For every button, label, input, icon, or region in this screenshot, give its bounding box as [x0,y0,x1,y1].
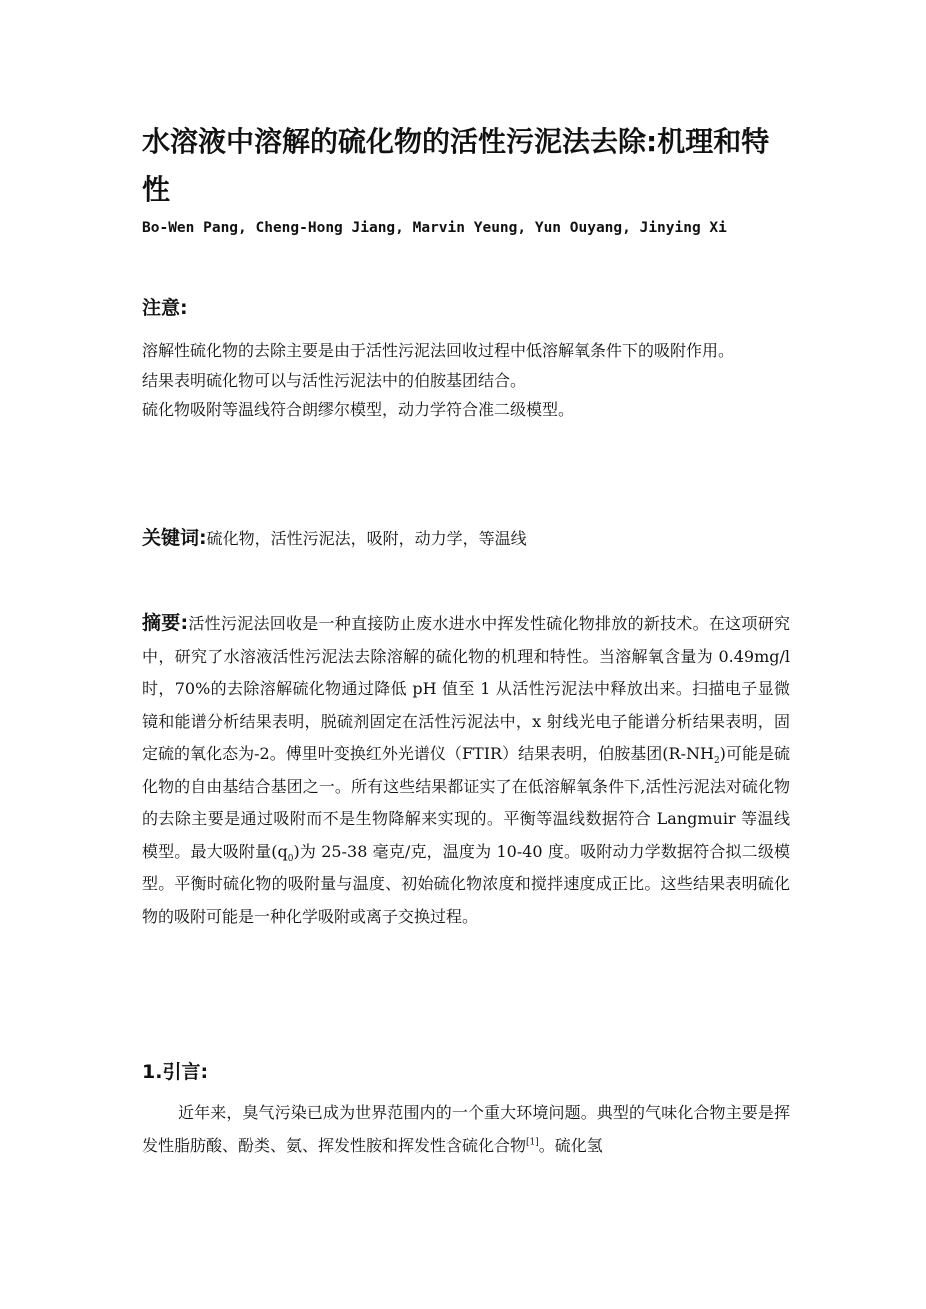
abstract-subscript-1: 2 [713,756,720,767]
highlight-item: 结果表明硫化物可以与活性污泥法中的伯胺基团结合。 [142,370,527,390]
author-list: Bo-Wen Pang, Cheng-Hong Jiang, Marvin Yeung, Yun Ouyang, Jinying Xi [142,220,727,236]
abstract-text-2: )可能是硫化物的自由基结合基团之一。所有这些结果都证实了在低溶解氧条件下,活性污泥法对硫化物的去除主要是通过吸附而不是生物降解来实现的。平衡等温线数据符合 Langmuir 等温线模型。最大吸附量(q [142,744,790,861]
highlight-item: 溶解性硫化物的去除主要是由于活性污泥法回收过程中低溶解氧条件下的吸附作用。 [142,341,735,360]
citation-ref[interactable]: [1] [526,1137,539,1148]
paper-title: 水溶液中溶解的硫化物的活性污泥法去除:机理和特性 [142,125,770,206]
abstract-paragraph [142,607,790,933]
keywords-label: 关键词: [142,527,207,549]
abstract-text-1: 活性污泥法回收是一种直接防止废水进水中挥发性硫化物排放的新技术。在这项研究中，研究了水溶液活性污泥法去除溶解的硫化物的机理和特性。当溶解氧含量为 0.49mg/l 时，70%的去除溶解硫化物通过降低 pH 值至 1 从活性污泥法中释放出来。扫描电子显微镜和能谱分析结果表明，脱硫剂固定在活性污泥法中，x 射线光电子能谱分析结果表明，固定硫的氧化态为-2。傅里叶变换红外光谱仪（FTIR）结果表明，伯胺基团(R-NH [142,614,790,763]
intro-paragraph [142,1096,790,1162]
keywords-text: 硫化物，活性污泥法，吸附，动力学，等温线 [206,529,527,548]
intro-text-2: 。硫化氢 [538,1136,603,1155]
highlights-list [142,336,792,425]
highlight-item: 硫化物吸附等温线符合朗缪尔模型，动力学符合准二级模型。 [142,400,575,419]
keywords-line [142,525,822,552]
intro-heading: 1.引言: [142,1061,209,1083]
abstract-label: 摘要: [142,612,189,634]
abstract-subscript-2: 0 [287,853,294,864]
abstract-text-3: )为 25-38 毫克/克，温度为 10-40 度。吸附动力学数据符合拟二级模型。平衡时硫化物的吸附量与温度、初始硫化物浓度和搅拌速度成正比。这些结果表明硫化物的吸附可能是一种化学吸附或离子交换过程。 [142,841,790,926]
highlights-heading: 注意: [142,297,188,319]
intro-text-1: 近年来，臭气污染已成为世界范围内的一个重大环境问题。典型的气味化合物主要是挥发性脂肪酸、酚类、氨、挥发性胺和挥发性含硫化合物 [142,1103,790,1155]
